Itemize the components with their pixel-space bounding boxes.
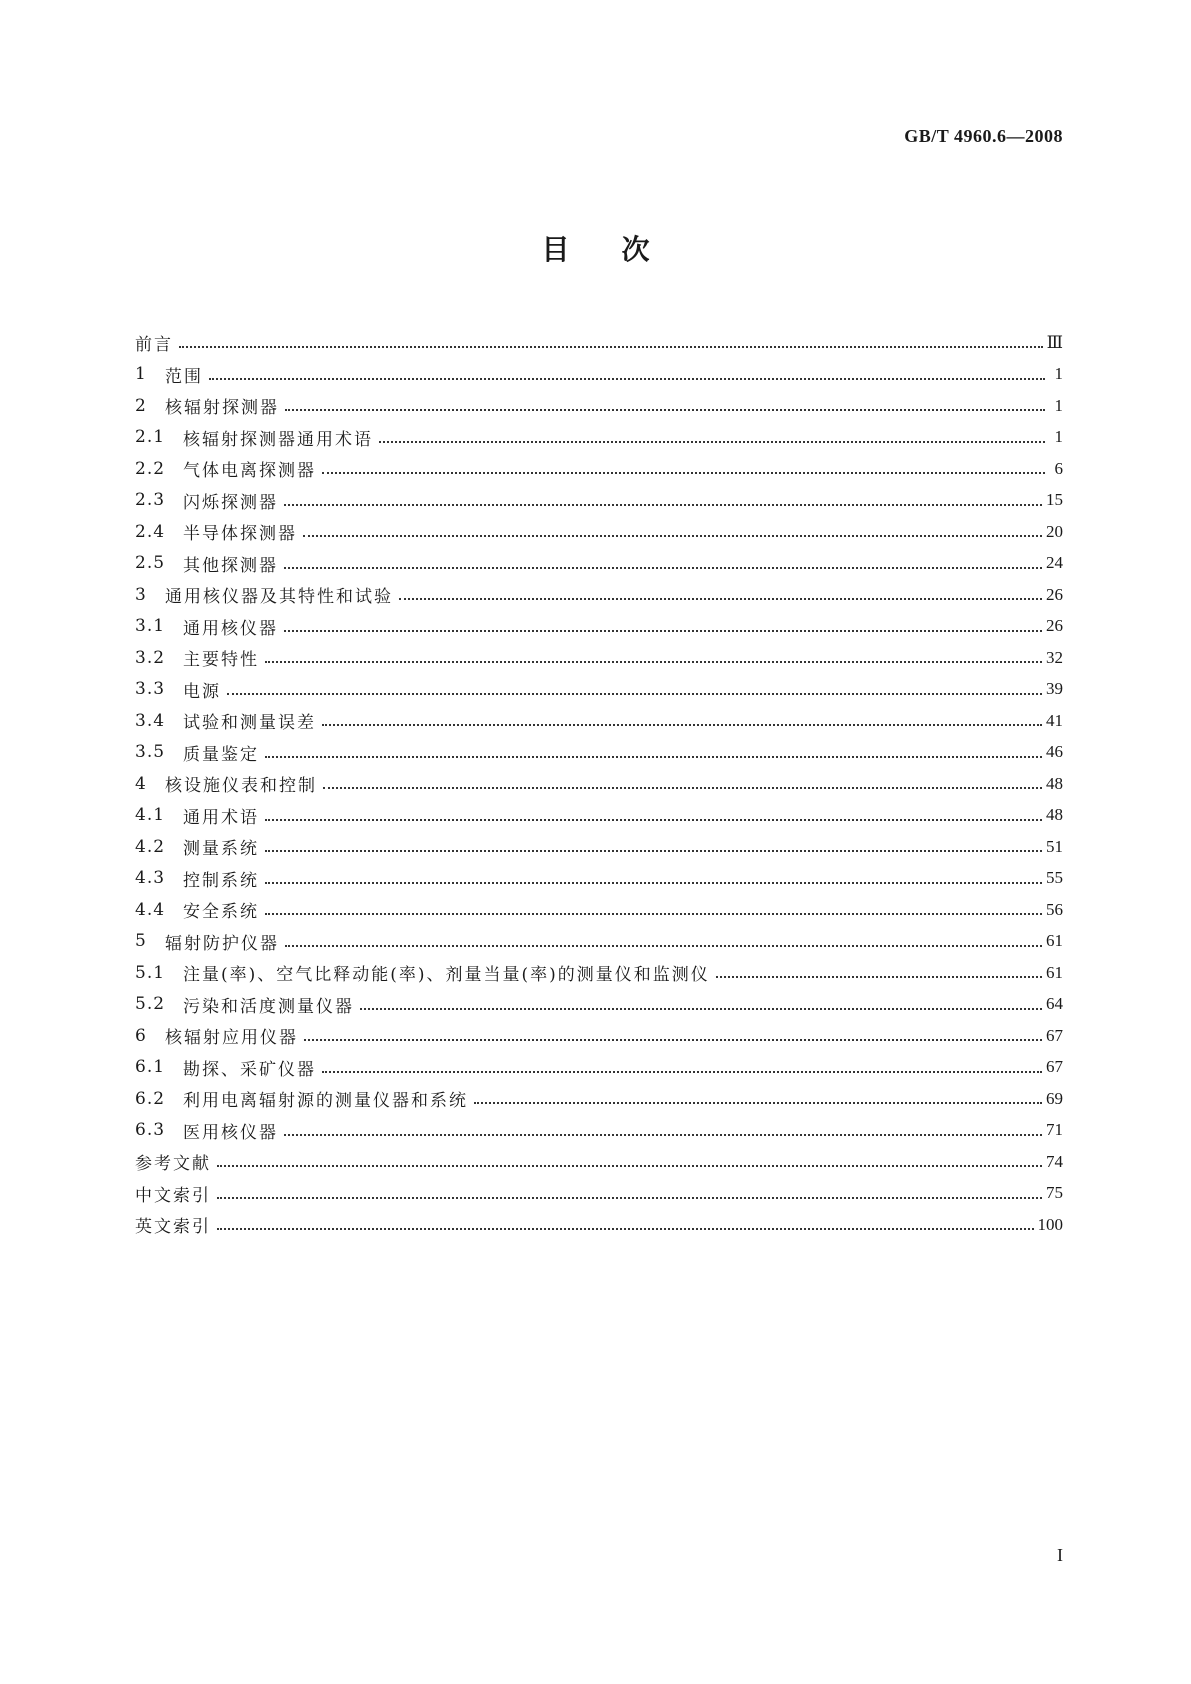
dot-leader <box>323 786 1042 789</box>
toc-entry-number: 3.1 <box>135 616 166 637</box>
toc-entry[interactable] <box>135 863 1063 895</box>
toc-entry[interactable] <box>135 1178 1063 1210</box>
toc-entry-page: 1 <box>1054 364 1063 384</box>
page-number: I <box>1057 1545 1063 1565</box>
toc-entry-label: 质量鉴定 <box>183 744 259 765</box>
toc-entry-label: 电源 <box>183 681 221 702</box>
toc-entry-number: 6.1 <box>135 1057 166 1078</box>
dot-leader <box>265 912 1042 915</box>
toc-entry-page: 15 <box>1046 490 1063 510</box>
toc-entry-number: 3.4 <box>135 710 166 731</box>
toc-entry[interactable] <box>135 642 1063 674</box>
toc-entry-label: 控制系统 <box>183 870 259 891</box>
toc-entry-label: 英文索引 <box>135 1217 211 1238</box>
toc-entry-label: 核辐射探测器通用术语 <box>183 429 373 450</box>
dot-leader <box>265 881 1042 884</box>
toc-entry-page: 69 <box>1046 1088 1063 1108</box>
toc-entry-number: 3.3 <box>135 679 166 700</box>
toc-entry-label: 勘探、采矿仪器 <box>183 1059 316 1080</box>
toc-entry[interactable] <box>135 1083 1063 1115</box>
toc-entry[interactable] <box>135 453 1063 485</box>
toc-entry-label: 前言 <box>135 335 173 356</box>
toc-entry-page: 41 <box>1046 710 1063 730</box>
toc-entry-number: 4.3 <box>135 868 166 889</box>
toc-entry-page: 75 <box>1046 1183 1063 1203</box>
toc-entry[interactable] <box>135 327 1063 359</box>
standard-code: GB/T 4960.6—2008 <box>904 126 1063 146</box>
toc-entry-page: Ⅲ <box>1046 332 1063 352</box>
toc-entry[interactable] <box>135 800 1063 832</box>
toc-entry[interactable] <box>135 894 1063 926</box>
toc-entry[interactable] <box>135 390 1063 422</box>
toc-entry[interactable] <box>135 831 1063 863</box>
toc-entry-label: 医用核仪器 <box>183 1122 278 1143</box>
dot-leader <box>217 1196 1042 1199</box>
dot-leader <box>179 345 1043 348</box>
dot-leader <box>285 944 1042 947</box>
toc-entry-label: 污染和活度测量仪器 <box>183 996 354 1017</box>
toc-entry-label: 辐射防护仪器 <box>165 933 279 954</box>
toc-entry-page: 1 <box>1054 427 1063 447</box>
toc-entry-label: 试验和测量误差 <box>183 713 316 734</box>
table-of-contents <box>135 327 1063 1241</box>
toc-entry-label: 核辐射探测器 <box>165 398 279 419</box>
dot-leader <box>217 1227 1034 1230</box>
toc-entry-page: 100 <box>1037 1214 1063 1234</box>
toc-entry-number: 4.4 <box>135 899 166 920</box>
toc-entry-number: 3.2 <box>135 647 166 668</box>
dot-leader <box>285 408 1045 411</box>
toc-entry-number: 4.2 <box>135 836 166 857</box>
toc-entry[interactable] <box>135 548 1063 580</box>
toc-entry-page: 26 <box>1046 616 1063 636</box>
toc-entry-number: 3 <box>135 584 147 605</box>
toc-entry-number: 2.3 <box>135 490 166 511</box>
dot-leader <box>322 471 1045 474</box>
dot-leader <box>265 660 1042 663</box>
toc-entry-number: 4.1 <box>135 805 166 826</box>
dot-leader <box>265 755 1042 758</box>
toc-entry-page: 24 <box>1046 553 1063 573</box>
toc-entry-page: 56 <box>1046 899 1063 919</box>
toc-entry[interactable] <box>135 737 1063 769</box>
toc-entry-page: 61 <box>1046 931 1063 951</box>
toc-entry-number: 5.1 <box>135 962 166 983</box>
toc-entry-label: 气体电离探测器 <box>183 461 316 482</box>
toc-entry[interactable] <box>135 1146 1063 1178</box>
toc-entry[interactable] <box>135 422 1063 454</box>
toc-entry-number: 2.1 <box>135 427 166 448</box>
toc-entry-number: 6.2 <box>135 1088 166 1109</box>
toc-entry[interactable] <box>135 705 1063 737</box>
toc-entry-label: 主要特性 <box>183 650 259 671</box>
toc-entry-number: 5.2 <box>135 994 166 1015</box>
toc-entry-number: 6 <box>135 1025 147 1046</box>
toc-entry-page: 67 <box>1046 1025 1063 1045</box>
toc-entry-page: 48 <box>1046 805 1063 825</box>
dot-leader <box>303 534 1042 537</box>
toc-entry-number: 2.4 <box>135 521 166 542</box>
dot-leader <box>474 1101 1042 1104</box>
toc-entry[interactable] <box>135 926 1063 958</box>
toc-entry-page: 61 <box>1046 962 1063 982</box>
dot-leader <box>304 1038 1042 1041</box>
dot-leader <box>716 975 1042 978</box>
toc-entry-number: 2 <box>135 395 147 416</box>
toc-entry[interactable] <box>135 957 1063 989</box>
toc-entry-label: 安全系统 <box>183 902 259 923</box>
dot-leader <box>209 377 1045 380</box>
toc-entry-label: 核设施仪表和控制 <box>165 776 317 797</box>
toc-entry-label: 测量系统 <box>183 839 259 860</box>
dot-leader <box>284 503 1042 506</box>
toc-entry[interactable] <box>135 485 1063 517</box>
toc-entry[interactable] <box>135 1115 1063 1147</box>
toc-entry[interactable] <box>135 359 1063 391</box>
toc-entry-page: 39 <box>1046 679 1063 699</box>
toc-entry-page: 67 <box>1046 1057 1063 1077</box>
toc-entry-label: 通用核仪器及其特性和试验 <box>165 587 393 608</box>
toc-entry-number: 3.5 <box>135 742 166 763</box>
toc-entry-page: 1 <box>1054 395 1063 415</box>
dot-leader <box>265 818 1042 821</box>
toc-entry-label: 注量(率)、空气比释动能(率)、剂量当量(率)的测量仪和监测仪 <box>183 965 710 986</box>
toc-entry-page: 20 <box>1046 521 1063 541</box>
toc-entry[interactable] <box>135 611 1063 643</box>
toc-entry-page: 32 <box>1046 647 1063 667</box>
toc-entry-page: 46 <box>1046 742 1063 762</box>
toc-entry-label: 参考文献 <box>135 1154 211 1175</box>
toc-entry[interactable] <box>135 989 1063 1021</box>
toc-entry-label: 闪烁探测器 <box>183 492 278 513</box>
toc-entry[interactable] <box>135 768 1063 800</box>
dot-leader <box>217 1164 1042 1167</box>
toc-entry-label: 核辐射应用仪器 <box>165 1028 298 1049</box>
dot-leader <box>284 566 1042 569</box>
dot-leader <box>284 629 1042 632</box>
toc-entry-page: 74 <box>1046 1151 1063 1171</box>
toc-entry-number: 4 <box>135 773 147 794</box>
toc-entry-page: 71 <box>1046 1120 1063 1140</box>
dot-leader <box>284 1133 1042 1136</box>
toc-entry[interactable] <box>135 1052 1063 1084</box>
toc-entry[interactable] <box>135 1020 1063 1052</box>
toc-entry-number: 6.3 <box>135 1120 166 1141</box>
toc-entry[interactable] <box>135 674 1063 706</box>
dot-leader <box>360 1007 1042 1010</box>
dot-leader <box>322 723 1042 726</box>
toc-entry[interactable] <box>135 516 1063 548</box>
toc-entry-number: 2.5 <box>135 553 166 574</box>
toc-entry-label: 中文索引 <box>135 1185 211 1206</box>
toc-entry[interactable] <box>135 579 1063 611</box>
toc-entry-number: 1 <box>135 364 147 385</box>
toc-entry-page: 55 <box>1046 868 1063 888</box>
toc-entry-page: 26 <box>1046 584 1063 604</box>
dot-leader <box>322 1070 1042 1073</box>
toc-entry-label: 范围 <box>165 366 203 387</box>
toc-entry-page: 64 <box>1046 994 1063 1014</box>
toc-entry-number: 2.2 <box>135 458 166 479</box>
toc-entry-label: 通用核仪器 <box>183 618 278 639</box>
dot-leader <box>265 849 1042 852</box>
dot-leader <box>379 440 1045 443</box>
toc-entry-label: 通用术语 <box>183 807 259 828</box>
toc-entry[interactable] <box>135 1209 1063 1241</box>
toc-entry-page: 48 <box>1046 773 1063 793</box>
page-title: 目次 <box>541 233 702 266</box>
toc-entry-number: 5 <box>135 931 147 952</box>
toc-entry-label: 半导体探测器 <box>183 524 297 545</box>
toc-entry-page: 51 <box>1046 836 1063 856</box>
dot-leader <box>399 597 1042 600</box>
toc-entry-label: 利用电离辐射源的测量仪器和系统 <box>183 1091 468 1112</box>
toc-entry-page: 6 <box>1054 458 1063 478</box>
toc-entry-label: 其他探测器 <box>183 555 278 576</box>
dot-leader <box>227 692 1042 695</box>
